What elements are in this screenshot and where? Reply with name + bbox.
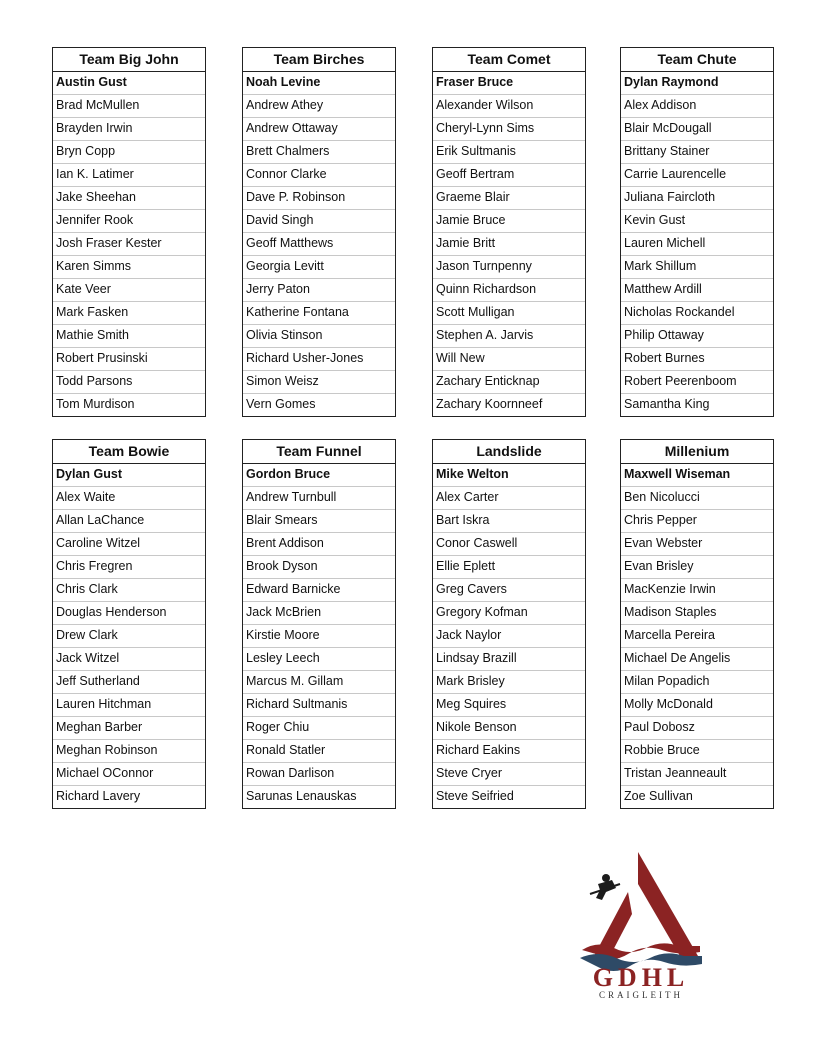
player-row: Blair McDougall [621,118,773,141]
player-row: Zoe Sullivan [624,789,693,803]
player-row: Tom Murdison [56,397,135,411]
player-row: Meghan Barber [53,717,205,740]
player-row: Lindsay Brazill [433,648,585,671]
player-row: Jack Witzel [53,648,205,671]
player-row: Brittany Stainer [621,141,773,164]
player-row: Blair Smears [243,510,395,533]
player-row: Kate Veer [53,279,205,302]
player-row: Caroline Witzel [53,533,205,556]
player-row: Edward Barnicke [243,579,395,602]
player-row: Nikole Benson [433,717,585,740]
player-row: Juliana Faircloth [621,187,773,210]
player-row: Bart Iskra [433,510,585,533]
player-row: Mathie Smith [53,325,205,348]
player-row: Geoff Matthews [243,233,395,256]
team-name: Team Chute [621,48,773,72]
player-row: Jamie Britt [433,233,585,256]
player-row: Karen Simms [53,256,205,279]
player-row: Evan Brisley [621,556,773,579]
player-row: Tristan Jeanneault [621,763,773,786]
player-row: Richard Lavery [56,789,141,803]
player-row: Robert Peerenboom [621,371,773,394]
player-row: Kirstie Moore [243,625,395,648]
skier-icon [590,874,620,900]
team-captain: Austin Gust [53,72,205,95]
player-row: Cheryl-Lynn Sims [433,118,585,141]
player-row: Andrew Turnbull [243,487,395,510]
player-row: Brett Chalmers [243,141,395,164]
player-row: Jerry Paton [243,279,395,302]
player-row: Lauren Hitchman [53,694,205,717]
player-row: MacKenzie Irwin [621,579,773,602]
player-row: Chris Clark [53,579,205,602]
player-row: Ben Nicolucci [621,487,773,510]
team-name: Team Big John [53,48,205,72]
team-table [242,47,396,417]
player-row: Steve Seifried [436,789,514,803]
player-row: Todd Parsons [53,371,205,394]
player-row: Zachary Koornneef [436,397,543,411]
team-captain: Noah Levine [243,72,395,95]
player-row: Ian K. Latimer [53,164,205,187]
player-row: Richard Eakins [433,740,585,763]
player-row: Richard Sultmanis [243,694,395,717]
team-name: Team Comet [433,48,585,72]
player-row: Bryn Copp [53,141,205,164]
player-row: Alex Carter [433,487,585,510]
player-row: Douglas Henderson [53,602,205,625]
player-row: Jack McBrien [243,602,395,625]
team-table [52,47,206,417]
team-table [242,439,396,809]
player-row: Brook Dyson [243,556,395,579]
player-row: Andrew Ottaway [243,118,395,141]
team-name: Landslide [433,440,585,464]
player-row: David Singh [243,210,395,233]
player-row: Alex Addison [621,95,773,118]
team-captain: Dylan Raymond [621,72,773,95]
player-row: Marcella Pereira [621,625,773,648]
player-row: Conor Caswell [433,533,585,556]
player-row: Vern Gomes [246,397,316,411]
player-row: Madison Staples [621,602,773,625]
player-row: Scott Mulligan [433,302,585,325]
player-row: Robert Burnes [621,348,773,371]
player-row: Paul Dobosz [621,717,773,740]
player-row: Gregory Kofman [433,602,585,625]
player-row: Nicholas Rockandel [621,302,773,325]
team-table [432,47,586,417]
player-row: Erik Sultmanis [433,141,585,164]
player-row: Carrie Laurencelle [621,164,773,187]
team-table [620,47,774,417]
player-row: Molly McDonald [621,694,773,717]
player-row: Dave P. Robinson [243,187,395,210]
player-row: Robert Prusinski [53,348,205,371]
mountain-shape [638,852,698,956]
team-name: Millenium [621,440,773,464]
player-row: Evan Webster [621,533,773,556]
player-row: Roger Chiu [243,717,395,740]
player-row: Greg Cavers [433,579,585,602]
player-row: Jamie Bruce [433,210,585,233]
player-row: Ellie Eplett [433,556,585,579]
player-row: Brent Addison [243,533,395,556]
player-row: Will New [433,348,585,371]
player-row: Jason Turnpenny [433,256,585,279]
player-row: Philip Ottaway [621,325,773,348]
player-row: Chris Pepper [621,510,773,533]
team-table [52,439,206,809]
player-row: Jeff Sutherland [53,671,205,694]
player-row: Richard Usher-Jones [243,348,395,371]
player-row: Geoff Bertram [433,164,585,187]
team-name: Team Funnel [243,440,395,464]
player-row: Robbie Bruce [621,740,773,763]
team-captain: Dylan Gust [53,464,205,487]
player-row: Sarunas Lenauskas [246,789,357,803]
player-row: Zachary Enticknap [433,371,585,394]
player-row: Connor Clarke [243,164,395,187]
player-row: Lesley Leech [243,648,395,671]
player-row: Brayden Irwin [53,118,205,141]
player-row: Alex Waite [53,487,205,510]
player-row: Matthew Ardill [621,279,773,302]
player-row: Mark Brisley [433,671,585,694]
player-row: Samantha King [624,397,710,411]
player-row: Jennifer Rook [53,210,205,233]
team-table [620,439,774,809]
player-row: Meghan Robinson [53,740,205,763]
player-row: Marcus M. Gillam [243,671,395,694]
player-row: Josh Fraser Kester [53,233,205,256]
player-row: Michael OConnor [53,763,205,786]
player-row: Alexander Wilson [433,95,585,118]
player-row: Olivia Stinson [243,325,395,348]
player-row: Chris Fregren [53,556,205,579]
team-captain: Fraser Bruce [433,72,585,95]
logo-subtitle: CRAIGLEITH [599,990,683,1000]
player-row: Mark Shillum [621,256,773,279]
player-row: Ronald Statler [243,740,395,763]
player-row: Quinn Richardson [433,279,585,302]
player-row: Meg Squires [433,694,585,717]
team-captain: Maxwell Wiseman [621,464,773,487]
player-row: Michael De Angelis [621,648,773,671]
player-row: Milan Popadich [621,671,773,694]
player-row: Rowan Darlison [243,763,395,786]
gdhl-craigleith-logo [576,850,706,1000]
player-row: Stephen A. Jarvis [433,325,585,348]
player-row: Graeme Blair [433,187,585,210]
team-table [432,439,586,809]
player-row: Georgia Levitt [243,256,395,279]
player-row: Allan LaChance [53,510,205,533]
player-row: Katherine Fontana [243,302,395,325]
player-row: Drew Clark [53,625,205,648]
player-row: Kevin Gust [621,210,773,233]
team-name: Team Bowie [53,440,205,464]
team-captain: Mike Welton [433,464,585,487]
player-row: Simon Weisz [243,371,395,394]
player-row: Lauren Michell [621,233,773,256]
player-row: Steve Cryer [433,763,585,786]
player-row: Mark Fasken [53,302,205,325]
team-captain: Gordon Bruce [243,464,395,487]
player-row: Andrew Athey [243,95,395,118]
player-row: Brad McMullen [53,95,205,118]
player-row: Jack Naylor [433,625,585,648]
player-row: Jake Sheehan [53,187,205,210]
team-name: Team Birches [243,48,395,72]
logo-title: GDHL [592,963,690,992]
